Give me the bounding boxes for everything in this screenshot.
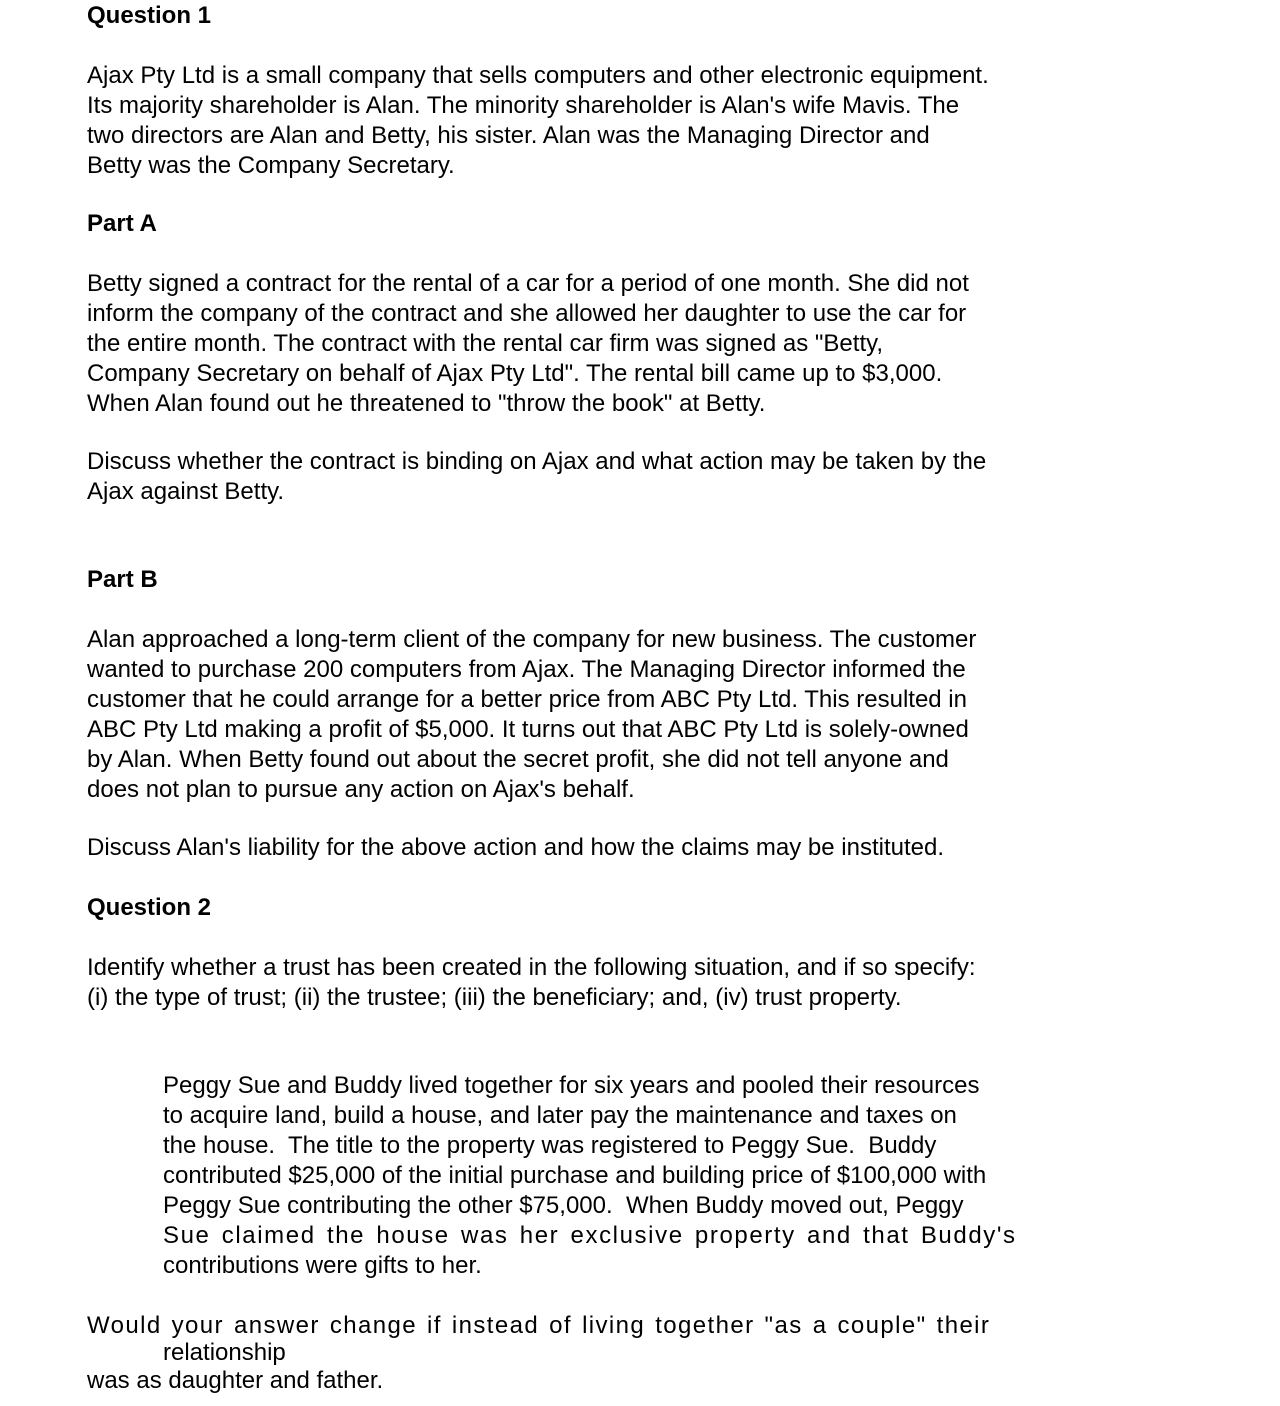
text-line: inform the company of the contract and she allowed her daughter to use the car for xyxy=(87,300,967,327)
text-line: Ajax against Betty. xyxy=(87,478,284,505)
text-line: Peggy Sue and Buddy lived together for six years and pooled their resources xyxy=(163,1072,980,1099)
text-line: Would your answer change if instead of living together "as a couple" their xyxy=(87,1312,991,1339)
text-line: Betty signed a contract for the rental of a car for a period of one month. She did not xyxy=(87,270,969,297)
text-line: Discuss Alan's liability for the above action and how the claims may be instituted. xyxy=(87,834,945,861)
part-a-question xyxy=(87,447,1067,507)
question-2-intro xyxy=(87,953,1067,1013)
text-line: (i) the type of trust; (ii) the trustee; (iii) the beneficiary; and, (iv) trust property. xyxy=(87,984,902,1011)
text-line: the house. The title to the property was registered to Peggy Sue. Buddy xyxy=(163,1132,937,1159)
text-line: Discuss whether the contract is binding on Ajax and what action may be taken by the xyxy=(87,448,987,475)
question-1-heading: Question 1 xyxy=(87,2,212,29)
part-a-body xyxy=(87,269,1067,419)
text-line: ABC Pty Ltd making a profit of $5,000. It turns out that ABC Pty Ltd is solely-owned xyxy=(87,716,969,743)
text-line: the entire month. The contract with the rental car firm was signed as "Betty, xyxy=(87,330,883,357)
text-line: relationship xyxy=(163,1339,286,1366)
text-line: does not plan to pursue any action on Ajax's behalf. xyxy=(87,776,635,803)
trust-followup-question xyxy=(87,1311,1067,1395)
text-line: wanted to purchase 200 computers from Ajax. The Managing Director informed the xyxy=(87,656,966,683)
part-b-question xyxy=(87,833,1067,863)
text-line: Company Secretary on behalf of Ajax Pty Ltd". The rental bill came up to $3,000. xyxy=(87,360,943,387)
text-line: was as daughter and father. xyxy=(87,1367,384,1394)
trust-scenario xyxy=(163,1071,1063,1281)
text-line: Identify whether a trust has been created in the following situation, and if so specify: xyxy=(87,954,976,981)
text-line: Its majority shareholder is Alan. The minority shareholder is Alan's wife Mavis. The xyxy=(87,92,960,119)
text-line: Sue claimed the house was her exclusive property and that Buddy's xyxy=(163,1222,1017,1249)
question-2-heading: Question 2 xyxy=(87,894,212,921)
part-a-heading: Part A xyxy=(87,210,157,237)
part-b-heading: Part B xyxy=(87,566,158,593)
text-line: Ajax Pty Ltd is a small company that sells computers and other electronic equipment. xyxy=(87,62,989,89)
part-b-body xyxy=(87,625,1067,805)
text-line: Alan approached a long-term client of the company for new business. The customer xyxy=(87,626,977,653)
text-line: When Alan found out he threatened to "throw the book" at Betty. xyxy=(87,390,766,417)
text-line: customer that he could arrange for a better price from ABC Pty Ltd. This resulted in xyxy=(87,686,967,713)
question-1-intro xyxy=(87,61,1067,181)
text-line: contributed $25,000 of the initial purchase and building price of $100,000 with xyxy=(163,1162,987,1189)
text-line: by Alan. When Betty found out about the secret profit, she did not tell anyone and xyxy=(87,746,949,773)
text-line: Peggy Sue contributing the other $75,000. When Buddy moved out, Peggy xyxy=(163,1192,964,1219)
text-line: Betty was the Company Secretary. xyxy=(87,152,455,179)
text-line: contributions were gifts to her. xyxy=(163,1252,482,1279)
text-line: two directors are Alan and Betty, his sister. Alan was the Managing Director and xyxy=(87,122,930,149)
text-line: to acquire land, build a house, and later pay the maintenance and taxes on xyxy=(163,1102,957,1129)
